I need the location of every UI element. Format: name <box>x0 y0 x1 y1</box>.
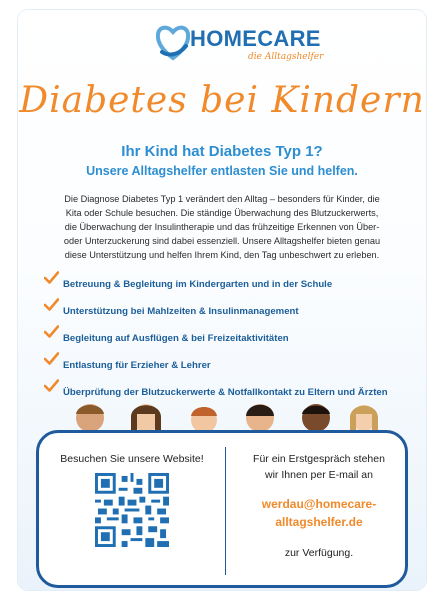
email-link[interactable]: werdau@homecare- <box>261 497 377 511</box>
intro-line: Die Diagnose Diabetes Typ 1 verändert den Alltag – besonders für Kinder, die <box>64 194 380 204</box>
contact-text: wir Ihnen per E-mail an <box>265 469 373 481</box>
brand-name: HOMECARE <box>190 26 321 51</box>
flyer <box>18 10 426 590</box>
contact-box <box>36 430 408 588</box>
check-icon <box>44 379 59 392</box>
benefit-label: Entlastung für Erzieher & Lehrer <box>63 360 211 371</box>
benefit-label: Betreuung & Begleitung im Kindergarten und in der Schule <box>63 279 333 290</box>
intro-line: Kita oder Schule besuchen. Die ständige Überwachung des Blutzuckerwerts, <box>65 208 379 218</box>
brand-tagline: die Alltagshelfer <box>248 52 324 62</box>
subtitle-claim: Unsere Alltagshelfer entlasten Sie und helfen. <box>86 164 358 178</box>
benefits-list <box>44 272 404 407</box>
child-head <box>246 404 274 432</box>
benefit-label: Unterstützung bei Mahlzeiten & Insulinmanagement <box>63 306 299 317</box>
child-head <box>131 404 161 432</box>
contact-text: zur Verfügung. <box>284 547 354 559</box>
check-icon <box>44 352 59 365</box>
child-head <box>76 404 104 432</box>
benefit-item <box>44 353 404 372</box>
check-icon <box>44 271 59 284</box>
check-icon <box>44 298 59 311</box>
heart-hands-icon <box>156 22 190 62</box>
child-head <box>302 404 330 432</box>
page-title: Diabetes bei Kindern <box>19 80 425 121</box>
qr-code-icon[interactable] <box>95 473 169 547</box>
check-icon <box>44 325 59 338</box>
intro-line: die Überwachung der Insulintherapie und das frühzeitige Erkennen von Über- <box>64 222 380 232</box>
contact-divider <box>225 447 226 575</box>
benefit-item <box>44 326 404 345</box>
website-label: Besuchen Sie unsere Website! <box>60 453 204 465</box>
intro-paragraph <box>52 192 392 262</box>
contact-text: Für ein Erstgespräch stehen <box>253 453 385 465</box>
homecare-logo <box>156 22 336 68</box>
email-link[interactable]: alltagshelfer.de <box>275 515 363 529</box>
benefit-item <box>44 272 404 291</box>
contact-info <box>227 447 411 561</box>
benefit-label: Überprüfung der Blutzuckerwerte & Notfallkontakt zu Eltern und Ärzten <box>63 387 388 398</box>
benefit-item <box>44 299 404 318</box>
intro-line: diese Unterstützung und helfen Ihrem Kind, den Tag unbeschwert zu erleben. <box>64 250 380 260</box>
subtitle-question: Ihr Kind hat Diabetes Typ 1? <box>121 143 323 160</box>
intro-line: oder Unterzuckerung sind dabei essenziell. Unsere Alltagshelfer bieten genau <box>63 236 381 246</box>
benefit-label: Begleitung auf Ausflügen & bei Freizeitaktivitäten <box>63 333 289 344</box>
